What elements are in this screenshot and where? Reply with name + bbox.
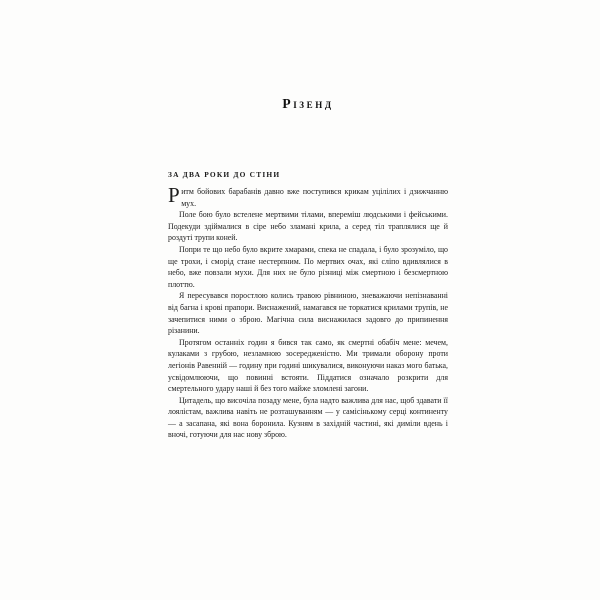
paragraph: Я пересувався поростлою колись травою рівниною, зневажаючи непізнаванні від багна і крові прапори. Виснажений, намагався не торкатися крилами трупів, не зачепитися ними о зброю. Магічна сила виснажилася задовго до припинення різанини. <box>168 291 448 336</box>
page-text-column <box>168 0 448 600</box>
chapter-title: Різенд <box>282 96 334 111</box>
paragraph: Попри те що небо було вкрите хмарами, спека не спадала, і було зрозуміло, що ще трохи, і сморід стане нестерпним. По мертвих очах, які сліпо вдивлялися в небо, вже повзали мухи. Для них не було різниці між смертною і безсмертною плоттю. <box>168 244 448 289</box>
paragraph: Ритм бойових барабанів давно вже поступився крикам уцілілих і дзижчанню мух. <box>168 183 448 208</box>
section-label: ЗА ДВА РОКИ ДО СТІНИ <box>168 170 281 179</box>
paragraph: Протягом останніх годин я бився так само, як смертні обабіч мене: мечем, кулаками з грубою, незламною зосередженістю. Ми тримали оборону проти легіонів Равенній — годину при годині шикувалися, виконуючи наказ мого батька, усвідомлюючи, що повинні встояти. Піддатися означало розкрити для смертельного удару наші й без того майже зломлені загони. <box>168 337 448 394</box>
paragraph: Цитадель, що височіла позаду мене, була надто важлива для нас, щоб здавати її лоялістам, важлива навіть не розташуванням — у самісінькому серці континенту — а засапана, які вона боронила. Кузням в західній частині, які диміли вдень і вночі, готуючи для нас нову зброю. <box>168 395 448 440</box>
paragraph: Поле бою було встелене мертвими тілами, впереміш людськими і фейськими. Подекуди здіймалися в сіре небо зламані крила, а серед тіл траплялися ще й роздуті трупи коней. <box>168 210 448 243</box>
